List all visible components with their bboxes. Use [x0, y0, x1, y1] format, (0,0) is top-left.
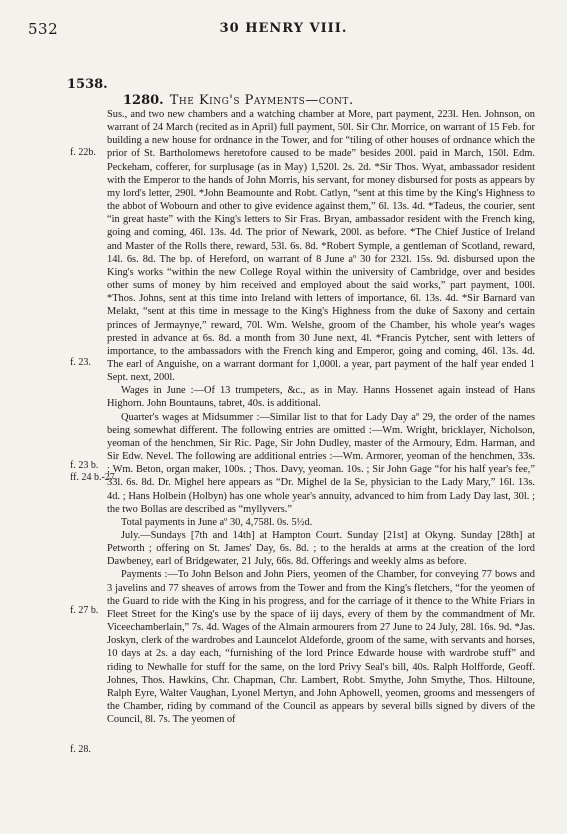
- margin-note: f. 23.: [70, 357, 91, 368]
- entry-number: 1280.: [123, 93, 164, 108]
- margin-note: f. 28.: [70, 744, 91, 755]
- entry-title: The King's Payments—cont.: [169, 93, 354, 108]
- paragraph: Payments :—To John Belson and John Piers, yeomen of the Chamber, for conveying 77 bows and 3 javelins and 77 sheaves of arrows from the Tower and from the King's fletchers, “for the yeomen of the Guard to ride with the King in his progress, and for the carriage of it thence to the White Friars in Fleet Street for the King's use by the space of iij days, every of them by the commandment of Mr. Viceechamberlain,” 7s. 4d. Wages of the Almain armourers from 27 June to 24 July, 28l. 16s. 9d. *Jas. Joskyn, clerk of the wardrobes and Launcelot Aldeforde, groom of the same, with servants and horses, 10 days at 2s. a day each, “furnishing of the lord Prince Edwarde house with wardrobe stuff” and riding to Newhalle for stuff for the same, on the lord Privy Seal's bill, 40s. Ralph Holfforde, Geoff. Johnes, Thos. Hawkins, Chr. Chapman, Chr. Lambert, Robt. Smythe, John Smythe, Thos. Hiltoune, Ralph Eyre, Walter Vaughan, Lyonel Mertyn, and John Aphowell, yeomen, grooms and messengers of the Chamber, riding by command of the Council as appears by several bills signed by divers of the Council, 8l. 7s. The yeomen of: [107, 569, 535, 726]
- entry-heading: [123, 93, 354, 108]
- paragraph: Wages in June :—Of 13 trumpeters, &c., as in May. Hanns Hossenet again instead of Hans Highorn. John Bountauns, tabret, 40s. is additional.: [107, 385, 535, 410]
- running-head: 30 HENRY VIII.: [219, 21, 348, 36]
- paragraph: July.—Sundays [7th and 14th] at Hampton Court. Sunday [21st] at Okyng. Sunday [28th] at Petworth ; offering on St. James' Day, 6s. 8d. ; to the heralds at arms at the creation of the lord Dawbeney, earl of Bridgewater, 21 July, 66s. 8d. Offerings and weekly alms as before.: [107, 530, 535, 568]
- paragraph: Sus., and two new chambers and a watching chamber at More, part payment, 223l. Hen. Johnson, on warrant of 24 March (recited as in April) full payment, 50l. Sir Chr. Morrice, on warrant of 15 Feb. for building a new house for ordnance in the Tower, and for “tiling of other houses of ordnance which the prior of St. Bartholomews heretofore caused to be made” besides 200l. paid in March, 150l. Edm. Peckeham, cofferer, for surplusage (as in May) 1,520l. 2s. 2d. *Sir Thos. Wyat, ambassador resident with the Emperor to the hands of John Morris, his servant, for money disbursed for posts as appears by my lord's letter, 290l. *John Beamounte and Robt. Catlyn, “sent at this time by the King's Highness to the abbot of Wobourn and other to give evidence against them,” 6l. 13s. 4d. *Tadeus, the courier, sent “in great haste” with the King's letters to Sir Fras. Bryan, ambassador resident with the French king, going and coming, 46l. 13s. 4d. The prior of Newark, 200l. as before. *The Chief Justice of Ireland and Master of the Rolls there, reward, 53l. 6s. 8d. *Robert Symple, a gentleman of Scotland, reward, 14l. 6s. 8d. The bp. of Hereford, on warrant of 8 June aº 30 for 232l. 15s. 9d. disbursed upon the King's works “within the new College Royal within the university of Cambridge, over and besides other sums of money by him received and employed about the said works,” part payment, 100l. *Thos. Johns, sent at this time into Ireland with letters of importance, 6l. 13s. 4d. *Sir Barnard van Melakt, “sent at this time in message to the King's Highness from the duke of Saxony and certain princes of Jermaynye,” reward, 70l. Wm. Welshe, groom of the Chamber, his whole year's wages prested in advance at 6s. 8d. a month from 30 June next, 4l. *Francis Pytcher, sent with letters of importance, to the ambassadors with the French king and Emperor, going and coming, 46l. 13s. 4d. The earl of Anguishe, on a warrant dormant for 1,000l. a year, part payment of the half year ended 1 Sept. next, 200l.: [107, 109, 535, 384]
- margin-note: f. 23 b.: [70, 460, 99, 471]
- page-header: [0, 20, 567, 40]
- paragraph: Quarter's wages at Midsummer :—Similar list to that for Lady Day aº 29, the order of the names being somewhat different. The following entries are omitted :—Wm. Wright, bricklayer, Nicholson, yeoman of the henchmen, Sir Ric. Page, Sir John Dudley, master of the Armoury, Edm. Harman, and Sir Edw. Nevel. The following are additional entries :—Wm. Armorer, yeoman of the henchmen, 33s. ; Wm. Beton, organ maker, 100s. ; Thos. Davy, yeoman. 10s. ; Sir John Gage “for his half year's fee,” 33l. 6s. 8d. Dr. Mighel here appears as “Dr. Mighel de la Se, physician to the Lady Mary,” 16l. 13s. 4d. ; Hans Holbein (Holbyn) has one whole year's annuity, advanced to him from Lady Day last, 30l. ; the two Bollas are described as “myllyvers.”: [107, 411, 535, 515]
- margin-note: f. 27 b.: [70, 605, 99, 616]
- year-marker: 1538.: [67, 77, 108, 92]
- margin-note: f. 22b.: [70, 147, 96, 158]
- entry-body: [107, 108, 535, 726]
- page-number: 532: [28, 20, 59, 38]
- paragraph: Total payments in June aº 30, 4,758l. 0s. 5½d.: [121, 516, 313, 528]
- margin-note: ff. 24 b.-27.: [70, 472, 118, 483]
